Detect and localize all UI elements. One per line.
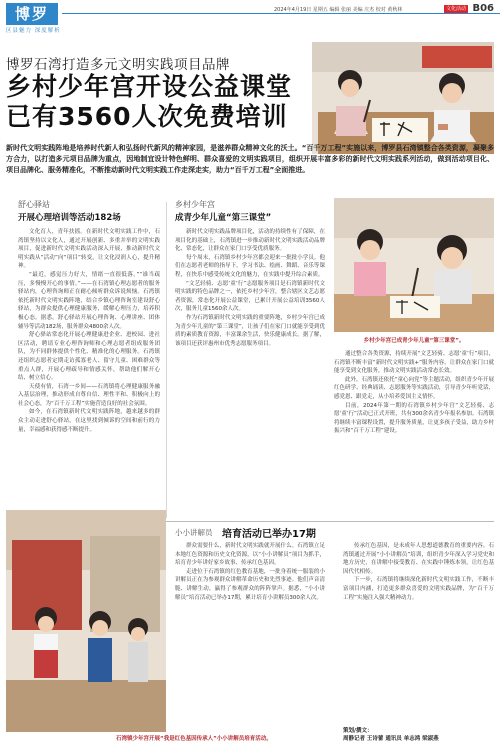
credits-names: 周静记者 王诗蕾 通讯员 单志鸿 梁淑燕	[343, 736, 439, 742]
col1-paragraph: 天使有情，石湾一乡间——石湾镇将心理健康服务融入基层治理，推动形成自尊自信、理性平和、积极向上的社会心态，为“百千万工程”实施营造良好的社会氛围。	[18, 383, 160, 407]
section2-paragraph: 走进位于石湾镇的红色教育基地，一批身着统一服装的小讲解员正在为参观群众讲解革命历史和先烈事迹。他们声音清脆、讲解生动，赢得了参观群众的阵阵掌声。据悉，“小小讲解员”培育活动已举办17期，累计培育小讲解员300余人次。	[175, 568, 325, 601]
col1-title: 开展心理培训等活动182场	[18, 213, 121, 223]
section2-paragraph: 群众需要什么，新时代文明实践就开展什么。石湾镇立足本地红色资源和历史文化资源，以“小小讲解员”项目为抓手，培育青少年讲好家乡故事、传承红色基因。	[175, 543, 325, 567]
photo-right-caption: 乡村少年宫已成青少年儿童“第三课堂”。	[363, 338, 465, 344]
column-divider	[166, 202, 167, 518]
col3-body	[334, 350, 494, 516]
col2-paragraph: 新时代文明实践品牌项目化，活动的持续性有了保障，在项目化的基础上，石湾镇进一步推动新时代文明实践活动品牌化、常态化，让群众在家门口享受优质服务。	[175, 229, 325, 253]
col2-kicker: 乡村少年宫	[175, 200, 215, 209]
col2-paragraph: “文艺轻骑、志愿‘童’行”志愿服务项目是石湾镇新时代文明实践的特色品牌之一，依托乡村少年宫，整合辖区文艺志愿者资源，常态化开展公益课堂，已累计开展公益培训3560人次，服务儿童1560余人次。	[175, 280, 325, 313]
col2-paragraph: 作为石湾镇新时代文明实践的重要阵地，乡村少年宫已成为青少年儿童的“第三课堂”，让孩子们在家门口就能享受到优质的素质教育资源，丰富课余生活，快乐健康成长。据了解，该项目还获评惠州市优秀志愿服务项目。	[175, 314, 325, 347]
hero-photo-calligraphy-class	[312, 42, 494, 154]
col1-paragraph: 文化育人，青年扶摇。在新时代文明实践工作中，石湾镇坚持以文化人，通过开展创新、多重并举的文明实践项目，促进新时代文明实践活动深入开展，推动新时代文明实践从“活动”向“项目”转变，让文化浸润人心，提升精神。	[18, 229, 160, 270]
headline-title: 乡村少年宫开设公益课堂已有3560人次免费培训	[6, 72, 293, 131]
photo-right-illustration	[334, 198, 494, 332]
credits-label: 策划/撰文：	[343, 728, 373, 734]
col1-body	[18, 228, 160, 516]
hero-photo-illustration	[312, 42, 494, 154]
col1-paragraph: “最近，感觉压力好大，情绪一直很低落。”“谁当疏压，多慢慢开心的事情。”——在石湾镇心理志愿者的服务驿站内，心理咨询师正在耐心倾听群众诉说烦恼。石湾镇依托新时代文明实践阵地，结合乡镇心理咨询室建设舒心驿站，为群众提供心理健康服务，缓解心理压力，培养积极心态。据悉，舒心驿站开展心理咨询、心理讲座、团体辅导等活动182场，服务群众4800余人次。	[18, 271, 160, 330]
section2-body-right	[343, 542, 494, 724]
section2-paragraph: 传承红色基因，是未成年人思想道德教育的重要内容。石湾镇通过开展“小小讲解员”培训，组织青少年深入学习党史和地方历史，在讲解中接受教育、在实践中锤炼本领，让红色基因代代相传。	[343, 543, 494, 575]
col3-paragraph: 此外，石湾镇还依托“童心向党”等主题活动，组织青少年开展红色研学、经典诵读、志愿服务等实践活动，引导青少年听党话、感党恩、跟党走，从小培养爱国主义情怀。	[334, 376, 494, 400]
byline-credits	[343, 727, 494, 743]
headline-kicker: 博罗石湾打造多元文明实践项目品牌	[6, 57, 230, 73]
col3-paragraph: 通过整合各类资源，持续开展“文艺轻骑、志愿‘童’行”项目，石湾镇不断丰富“新时代文明实践+”服务内容，让群众在家门口就能享受到文化服务，推动文明实践活动常态长效。	[334, 351, 494, 375]
section2-title: 培育活动已举办17期	[222, 529, 316, 540]
col1-kicker: 舒心驿站	[18, 200, 50, 209]
photo-bottom-caption: 石湾镇少年宫开展“我是红色基因传承人”小小讲解员培育活动。	[116, 736, 272, 742]
section2-body-left	[175, 542, 325, 732]
page-number: B06	[472, 3, 494, 14]
section2-paragraph: 下一步，石湾镇将继续深化新时代文明实践工作，不断丰富项目内涵，打造更多群众喜爱的文明实践品牌，为“百千万工程”实施注入强大精神动力。	[343, 577, 494, 601]
photo-bottom-illustration	[6, 510, 166, 732]
photo-little-guides	[6, 510, 166, 732]
col1-paragraph: 舒心驿站常态化开展心理健康进企业、进校园、进社区活动，聘请专业心理咨询师和心理志愿者组成服务团队，为不同群体提供个性化、精准化的心理服务。石湾镇还组织志愿者定期走访孤寡老人、留守儿童、困难群众等重点人群，开展心理疏导和情感关怀，帮助他们解开心结、树立信心。	[18, 332, 160, 382]
section-tag: 文化活动	[446, 6, 467, 12]
issue-meta: 2024年4月19日 星期五 编辑 张丽 美编 庄杰 校对 黄秋林	[274, 7, 403, 13]
masthead-rule	[62, 13, 500, 14]
col2-body	[175, 228, 325, 516]
section-subtitle: 区县魅力 深度解析	[6, 28, 61, 34]
section2-kicker: 小小讲解员	[175, 528, 213, 537]
section-brand: 博罗	[6, 3, 58, 25]
col1-paragraph: 如今，在石湾镇新时代文明实践阵地，越来越多的群众主动走进舒心驿站，在这里找到倾诉的空间和前行的力量，幸福感和获得感不断提升。	[18, 409, 160, 433]
col2-paragraph: 每个周末，石湾镇乡村少年宫都会迎来一批批小学员。他们在志愿者老师的指导下，学习书法、绘画、舞蹈、音乐等课程，在快乐中感受传统文化的魅力，在实践中提升综合素质。	[175, 254, 325, 278]
masthead	[0, 0, 500, 36]
photo-youth-palace-class	[334, 198, 494, 332]
col3-paragraph: 目前，2024年第一期的石湾镇乡村少年宫“文艺轻骑、志愿‘童’行”活动已正式开班，共有300余名青少年报名参加。石湾镇将继续丰富课程设置，提升服务质量，让更多孩子受益，助力乡村振兴和“百千万工程”建设。	[334, 402, 494, 435]
lede-paragraph: 新时代文明实践阵地是培养时代新人和弘扬时代新风的精神家园，是滋养群众精神文化的沃土。“百千万工程”实施以来，博罗县石湾镇整合各类资源，凝聚多方合力，以打造多元项目品牌为重点，因地制宜设计特色鲜明、群众喜爱的文明实践项目，组织开展丰富多彩的新时代文明实践系列活动，做到活动项目化、项目品牌化、服务精准化，不断推动新时代文明实践工作走深走实，助力“百千万工程”全面推进。	[6, 144, 494, 174]
col2-title: 成青少年儿童“第三课堂”	[175, 213, 272, 223]
